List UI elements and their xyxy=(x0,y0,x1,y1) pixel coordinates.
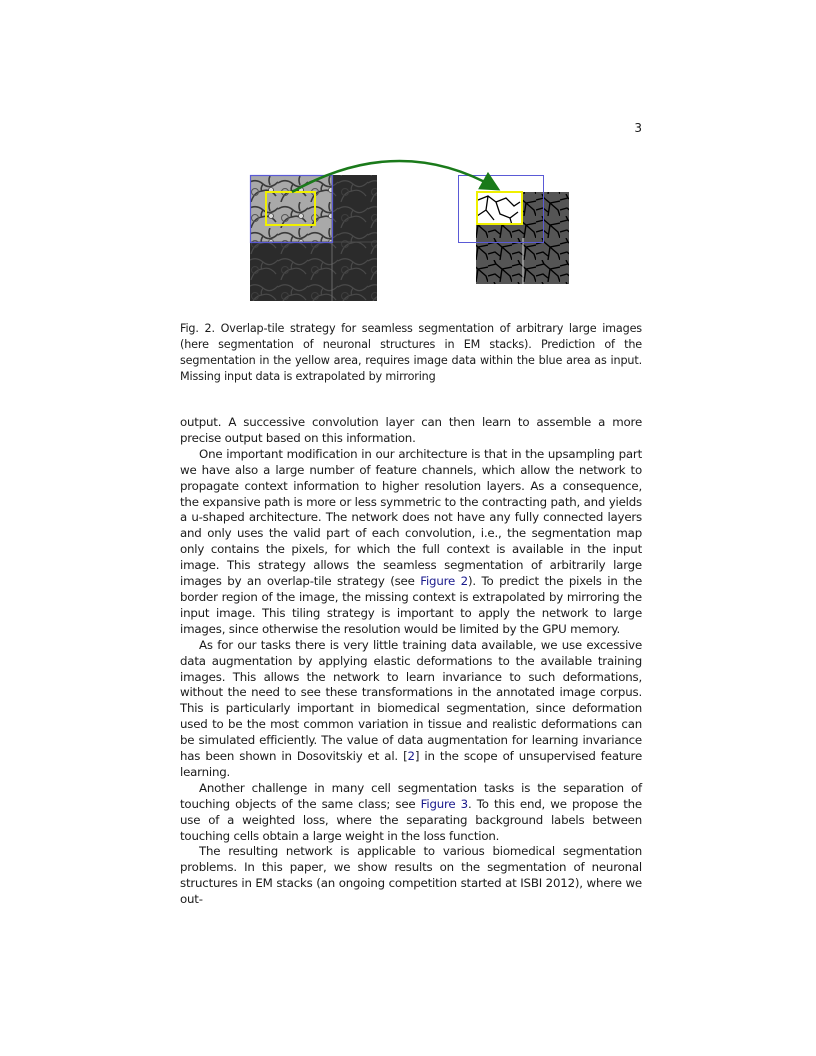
paragraph-text: . To this end, we propose the use of a weighted loss, where the separating background labels between touching cells obtain a large weight in the loss function. xyxy=(180,796,642,843)
paragraph-text: As for our tasks there is very little training data available, we use excessive data augmentation by applying elastic deformations to the available training images. This allows the network to learn invariance to such deformations, without the need to see these transformations in the annotated image corpus. This is particularly important in biomedical segmentation, since deformation used to be the most common variation in tissue and realistic deformations can be simulated efficiently. The value of data augmentation for learning invariance has been shown in Dosovitskiy et al. [ xyxy=(180,637,642,764)
paragraph-text: Another challenge in many cell segmentation tasks is the separation of touching objects of the same class; see xyxy=(180,780,642,811)
paragraph-text: One important modification in our architecture is that in the upsampling part we have also a large number of feature channels, which allow the network to propagate context information to higher resolution layers. As a consequence, the expansive path is more or less symmetric to the contracting path, and yields a u-shaped architecture. The network does not have any fully connected layers and only uses the valid part of each convolution, i.e., the segmentation map only contains the pixels, for which the full context is available in the input image. This strategy allows the seamless segmentation of arbitrarily large images by an overlap-tile strategy (see xyxy=(180,446,642,589)
reference-link[interactable]: Figure 3 xyxy=(420,796,468,811)
paragraph-text: output. A successive convolution layer can then learn to assemble a more precise output based on this information. xyxy=(180,415,642,445)
segmentation-output xyxy=(459,176,570,285)
body-text xyxy=(180,415,642,908)
figure-overlap-tile xyxy=(248,150,578,305)
paragraph-text: The resulting network is applicable to various biomedical segmentation problems. In this paper, we show results on the segmentation of neuronal structures in EM stacks (an ongoing competition started at ISBI 2012), where we out- xyxy=(180,844,642,907)
input-image-texture xyxy=(250,175,332,242)
page-number: 3 xyxy=(634,121,642,135)
body-paragraph xyxy=(180,415,642,447)
figure-caption: Fig. 2. Overlap-tile strategy for seamless segmentation of arbitrary large images (here segmentation of neuronal structures in EM stacks). Prediction of the segmentation in the yellow area, requires image data within the blue area as input. Missing input data is extrapolated by mirroring xyxy=(180,322,642,383)
body-paragraph xyxy=(180,638,642,781)
reference-link[interactable]: 2 xyxy=(407,749,415,764)
body-paragraph xyxy=(180,447,642,638)
paragraph-text: ] in the scope of unsupervised feature learning. xyxy=(180,749,642,779)
segmented-tile xyxy=(476,192,522,225)
body-paragraph xyxy=(180,781,642,845)
input-image-tiles xyxy=(250,175,377,301)
paragraph-text: ). To predict the pixels in the border region of the image, the missing context is extrapolated by mirroring the input image. This tiling strategy is important to apply the network to large images, since otherwise the resolution would be limited by the GPU memory. xyxy=(180,574,643,636)
reference-link[interactable]: Figure 2 xyxy=(420,574,468,589)
body-paragraph xyxy=(180,844,642,908)
